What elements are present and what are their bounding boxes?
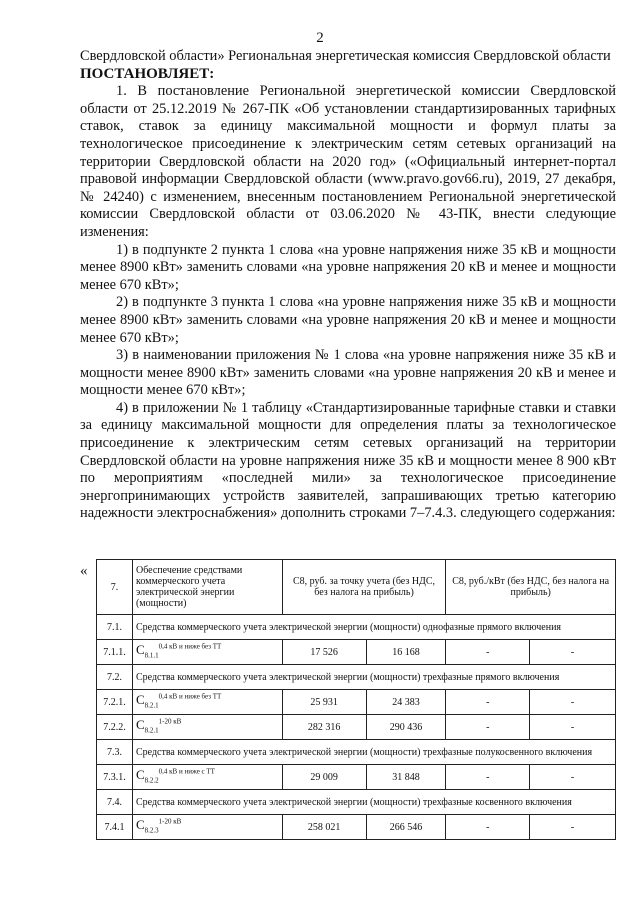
paragraph-1: 1. В постановление Региональной энергетической комиссии Свердловской области от 25.12.2019 № 267-ПК «Об установлении стандартизированных тарифных ставок, ставок за единицу максимальной мощности и формул платы за технологическое присоединение к электрическим сетям сетевых организаций на территории Свердловской области на 2020 год» («Официальный интернет-портал правовой информации Свердловской области (www.pravo.gov66.ru), 2019, 27 декабря, № 24240) с изменением, внесенным постановлением Региональной энергетической комиссии Свердловской области от 03.06.2020 № 43-ПК, внести следующие изменения:: [80, 83, 616, 240]
rate-code-index: 8.2.3: [144, 826, 159, 835]
value-cell-4: -: [530, 690, 616, 715]
table-row: [97, 640, 616, 665]
rate-code-voltage: 0,4 кВ и ниже без ТТ: [158, 643, 222, 652]
table-row: [97, 765, 616, 790]
value-cell-4: -: [530, 640, 616, 665]
table-section-row: [97, 790, 616, 815]
header-num: 7.: [97, 560, 133, 615]
header-rub-per-kw: С8, руб./кВт (без НДС, без налога на прибыль): [446, 560, 616, 615]
value-cell-2: 16 168: [366, 640, 446, 665]
value-cell-3: -: [446, 715, 530, 740]
value-cell-4: -: [530, 815, 616, 840]
value-cell-1: 282 316: [282, 715, 366, 740]
table-header-row: [97, 560, 616, 615]
rate-code-voltage: 0,4 кВ и ниже без ТТ: [158, 693, 222, 702]
rate-code-index: 8.1.1: [144, 651, 159, 660]
subparagraph-2: 2) в подпункте 3 пункта 1 слова «на уровне напряжения ниже 35 кВ и мощности менее 8900 кВт» заменить словами «на уровне напряжения 20 кВ и менее и мощности менее 670 кВт»;: [80, 294, 616, 346]
row-number: 7.4.: [97, 790, 133, 815]
rate-code-index: 8.2.1: [144, 726, 159, 735]
table-row: [97, 690, 616, 715]
value-cell-1: 29 009: [282, 765, 366, 790]
document-body: [80, 48, 616, 523]
value-cell-1: 25 931: [282, 690, 366, 715]
decree-heading: ПОСТАНОВЛЯЕТ:: [80, 65, 215, 82]
row-number: 7.2.1.: [97, 690, 133, 715]
value-cell-1: 17 526: [282, 640, 366, 665]
table-section-row: [97, 740, 616, 765]
row-number: 7.3.: [97, 740, 133, 765]
subparagraph-3: 3) в наименовании приложения № 1 слова «на уровне напряжения ниже 35 кВ и мощности менее 8900 кВт» заменить словами «на уровне напряжения 20 кВ и менее и мощности менее 670 кВт»;: [80, 347, 616, 399]
value-cell-1: 258 021: [282, 815, 366, 840]
header-rub-per-point: С8, руб. за точку учета (без НДС, без налога на прибыль): [282, 560, 446, 615]
page-number: 2: [316, 30, 324, 46]
table-row: [97, 815, 616, 840]
row-number: 7.1.1.: [97, 640, 133, 665]
rate-code-letter: С: [135, 717, 145, 733]
row-number: 7.1.: [97, 615, 133, 640]
rate-code: [132, 765, 282, 790]
subparagraph-1: 1) в подпункте 2 пункта 1 слова «на уровне напряжения ниже 35 кВ и мощности менее 8900 кВт» заменить словами «на уровне напряжения 20 кВ и менее и мощности менее 670 кВт»;: [80, 241, 616, 293]
value-cell-2: 266 546: [366, 815, 446, 840]
value-cell-4: -: [530, 715, 616, 740]
subparagraph-4: 4) в приложении № 1 таблицу «Стандартизированные тарифные ставки и ставки за единицу максимальной мощности для определения платы за технологическое присоединение к электрическим сетям сетевых организаций на территории Свердловской области на уровне напряжения ниже 35 кВ и мощности менее 8 900 кВт по мероприятиям «последней мили» за технологическое присоединение энергопринимающих устройств заявителей, запрашивающих третью категорию надежности электроснабжения» дополнить строками 7–7.4.3. следующего содержания:: [80, 399, 616, 522]
tariff-table: [96, 559, 616, 840]
rate-code-letter: С: [135, 642, 145, 658]
rate-code: [132, 715, 282, 740]
row-number: 7.4.1: [97, 815, 133, 840]
value-cell-2: 31 848: [366, 765, 446, 790]
value-cell-4: -: [530, 765, 616, 790]
rate-code: [132, 815, 282, 840]
intro-continuation: Свердловской области» Региональная энергетическая комиссия Свердловской области: [80, 48, 611, 64]
rate-code-letter: С: [135, 817, 145, 833]
value-cell-3: -: [446, 765, 530, 790]
value-cell-3: -: [446, 815, 530, 840]
row-number: 7.3.1.: [97, 765, 133, 790]
table-row: [97, 715, 616, 740]
header-description: Обеспечение средствами коммерческого учета электрической энергии (мощности): [132, 560, 282, 615]
rate-code: [132, 690, 282, 715]
section-description: Средства коммерческого учета электрической энергии (мощности) трехфазные полукосвенного включения: [132, 740, 615, 765]
section-description: Средства коммерческого учета электрической энергии (мощности) трехфазные прямого включения: [132, 665, 615, 690]
value-cell-2: 24 383: [366, 690, 446, 715]
row-number: 7.2.: [97, 665, 133, 690]
rate-code-voltage: 1-20 кВ: [158, 818, 182, 827]
value-cell-2: 290 436: [366, 715, 446, 740]
open-quote-mark: «: [80, 563, 88, 579]
table-section-row: [97, 665, 616, 690]
value-cell-3: -: [446, 640, 530, 665]
rate-code-letter: С: [135, 692, 145, 708]
section-description: Средства коммерческого учета электрической энергии (мощности) трехфазные косвенного включения: [132, 790, 615, 815]
rate-code-voltage: 1-20 кВ: [158, 718, 182, 727]
value-cell-3: -: [446, 690, 530, 715]
table-section-row: [97, 615, 616, 640]
rate-code-voltage: 0,4 кВ и ниже с ТТ: [158, 768, 215, 777]
rate-code: [132, 640, 282, 665]
rate-code-letter: С: [135, 767, 145, 783]
row-number: 7.2.2.: [97, 715, 133, 740]
rate-code-index: 8.2.1: [144, 701, 159, 710]
rate-code-index: 8.2.2: [144, 776, 159, 785]
section-description: Средства коммерческого учета электрической энергии (мощности) однофазные прямого включения: [132, 615, 615, 640]
